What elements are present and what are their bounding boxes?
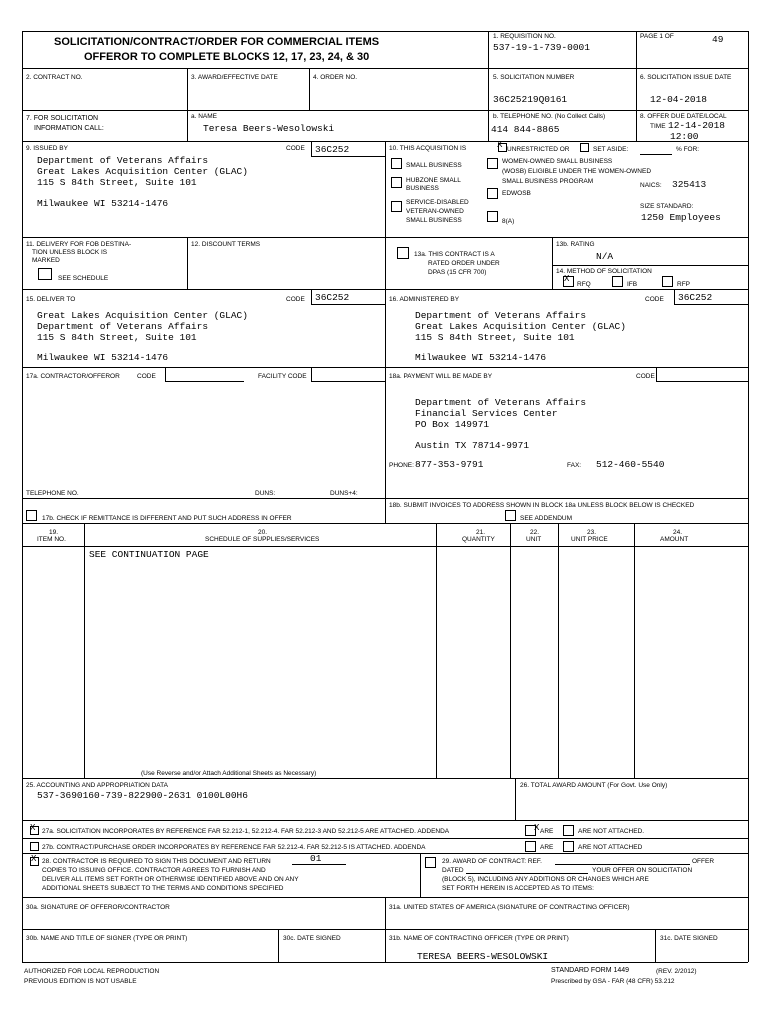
naics-code[interactable]: 325413	[672, 179, 707, 190]
col-unit-price-label: UNIT PRICE	[571, 536, 608, 543]
page-label: PAGE 1 OF	[640, 33, 674, 40]
solicitation-number[interactable]: 36C25219Q0161	[493, 94, 568, 105]
col-unit-label: UNIT	[526, 536, 542, 543]
address-line: Department of Veterans Affairs	[37, 155, 209, 166]
address-line: Financial Services Center	[415, 408, 558, 419]
wosb-label-2: (WOSB) ELIGIBLE UNDER THE WOMEN-OWNED	[502, 168, 652, 175]
address-line: 115 S 84th Street, Suite 101	[415, 332, 575, 343]
hubzone-label-1: HUBZONE SMALL	[406, 177, 461, 184]
address-line: Milwaukee WI 53214-1476	[37, 198, 169, 209]
rated-order-checkbox[interactable]	[397, 247, 409, 259]
administered-by-label: 16. ADMINISTERED BY	[389, 296, 460, 303]
sdvosb-label-2: VETERAN-OWNED	[406, 208, 464, 215]
facility-code-label: FACILITY CODE	[258, 373, 307, 380]
ifb-label: IFB	[627, 281, 638, 288]
sdvosb-checkbox[interactable]	[391, 201, 402, 212]
contractor-divider	[22, 498, 385, 499]
previous-edition-note: PREVIOUS EDITION IS NOT USABLE	[24, 978, 137, 985]
deliver-to-code[interactable]: 36C252	[315, 292, 350, 303]
contractor-code-box[interactable]	[165, 368, 244, 382]
col-unit-price-num: 23.	[587, 529, 597, 536]
29-ref-field[interactable]	[555, 856, 690, 865]
rfq-mark: X	[564, 274, 570, 284]
deliver-to-code-label: CODE	[286, 296, 305, 303]
payment-code-box[interactable]	[656, 368, 748, 382]
officer-name[interactable]: TERESA BEERS-WESOLOWSKI	[417, 951, 549, 962]
offer-due-time[interactable]: 12:00	[670, 131, 699, 142]
payment-code-label: CODE	[636, 373, 655, 380]
29-dated-label: DATED	[442, 867, 464, 874]
29-text-line4: SET FORTH HEREIN IS ACCEPTED AS TO ITEMS:	[442, 885, 594, 892]
address-line: Department of Veterans Affairs	[37, 321, 209, 332]
wosb-label-1: WOMEN-OWNED SMALL BUSINESS	[502, 158, 613, 165]
issued-by-code-label: CODE	[286, 145, 305, 152]
offer-due-label: 8. OFFER DUE DATE/LOCAL	[640, 113, 727, 120]
see-schedule-checkbox[interactable]	[38, 268, 52, 280]
delivery-fob-label-3: MARKED	[32, 257, 60, 264]
size-standard-label: SIZE STANDARD:	[640, 203, 694, 210]
solicitation-date[interactable]: 12-04-2018	[650, 94, 708, 105]
duns-label: DUNS:	[255, 490, 276, 497]
remittance-label: 17b. CHECK IF REMITTANCE IS DIFFERENT AND PUT SUCH ADDRESS IN OFFER	[42, 515, 292, 522]
accounting-label: 25. ACCOUNTING AND APPROPRIATION DATA	[26, 782, 168, 789]
27b-not-attached-label: ARE NOT ATTACHED	[578, 844, 643, 851]
info-call-label-1: 7. FOR SOLICITATION	[26, 115, 99, 122]
29-text-line3: (BLOCK 5), INCLUDING ANY ADDITIONS OR CHANGES WHICH ARE	[442, 876, 649, 883]
27b-are-checkbox[interactable]	[525, 841, 536, 852]
address-line: Austin TX 78714-9971	[415, 440, 530, 451]
27b-not-attached-checkbox[interactable]	[563, 841, 574, 852]
set-aside-checkbox[interactable]	[580, 143, 589, 152]
col-schedule-label: SCHEDULE OF SUPPLIES/SERVICES	[205, 536, 320, 543]
rfp-label: RFP	[677, 281, 690, 288]
solicitation-number-label: 5. SOLICITATION NUMBER	[493, 74, 575, 81]
edwosb-label: EDWOSB	[502, 190, 531, 197]
offeror-signature-label: 30a. SIGNATURE OF OFFEROR/CONTRACTOR	[26, 904, 170, 911]
unrestricted-mark: X	[497, 140, 503, 150]
28-copies-value: 01	[310, 853, 322, 864]
address-line: Milwaukee WI 53214-1476	[37, 352, 169, 363]
size-standard[interactable]: 1250 Employees	[641, 212, 721, 223]
8a-checkbox[interactable]	[487, 211, 498, 222]
29-offer-label: OFFER	[692, 858, 715, 865]
page-total: 49	[712, 34, 724, 45]
address-line: 115 S 84th Street, Suite 101	[37, 332, 197, 343]
address-line: Milwaukee WI 53214-1476	[415, 352, 547, 363]
reproduction-note: AUTHORIZED FOR LOCAL REPRODUCTION	[24, 968, 160, 975]
29-text-line1: 29. AWARD OF CONTRACT: REF.	[442, 858, 542, 865]
requisition-number[interactable]: 537-19-1-739-0001	[493, 42, 590, 53]
percent-for-label: % FOR:	[676, 146, 700, 153]
payment-label: 18a. PAYMENT WILL BE MADE BY	[389, 373, 493, 380]
hubzone-checkbox[interactable]	[391, 177, 402, 188]
contractor-code-label: CODE	[137, 373, 156, 380]
small-business-checkbox[interactable]	[391, 158, 402, 169]
27b-are-label: ARE	[540, 844, 554, 851]
small-business-label: SMALL BUSINESS	[406, 162, 462, 169]
form-number: STANDARD FORM 1449	[551, 967, 630, 974]
col-item-num: 19.	[49, 529, 59, 536]
rated-order-label-3: DPAS (15 CFR 700)	[428, 269, 487, 276]
payment-phone-label: PHONE:	[389, 462, 414, 469]
28-text-line1: 28. CONTRACTOR IS REQUIRED TO SIGN THIS DOCUMENT AND RETURN	[42, 858, 271, 865]
address-line: Great Lakes Acquisition Center (GLAC)	[37, 166, 248, 177]
rated-order-label-1: 13a. THIS CONTRACT IS A	[414, 251, 495, 258]
27b-text: 27b. CONTRACT/PURCHASE ORDER INCORPORATES BY REFERENCE FAR 52.212-4. FAR 52.212-5 IS ATTACHED. ADDENDA	[42, 844, 426, 851]
col-unit-num: 22.	[530, 529, 540, 536]
acquisition-label: 10. THIS ACQUISITION IS	[389, 145, 467, 152]
27a-mark: X	[30, 823, 36, 833]
addendum-checkbox[interactable]	[505, 510, 516, 521]
administered-code-label: CODE	[645, 296, 664, 303]
wosb-label-3: SMALL BUSINESS PROGRAM	[502, 178, 594, 185]
set-aside-percent-line[interactable]	[640, 146, 672, 155]
wosb-checkbox[interactable]	[487, 158, 498, 169]
remittance-checkbox[interactable]	[26, 510, 37, 521]
payment-fax-label: FAX:	[567, 462, 582, 469]
offer-due-date[interactable]: 12-14-2018	[668, 120, 726, 131]
form-title-line2: OFFEROR TO COMPLETE BLOCKS 12, 17, 23, 24, & 30	[84, 51, 370, 63]
officer-signature-label: 31a. UNITED STATES OF AMERICA (SIGNATURE OF CONTRACTING OFFICER)	[389, 904, 630, 911]
address-line: Department of Veterans Affairs	[415, 397, 587, 408]
rated-order-label-2: RATED ORDER UNDER	[428, 260, 500, 267]
award-date-label: 3. AWARD/EFFECTIVE DATE	[191, 74, 278, 81]
27a-not-attached-checkbox[interactable]	[563, 825, 574, 836]
signer-name-label: 30b. NAME AND TITLE OF SIGNER (TYPE OR PRINT)	[26, 935, 188, 942]
facility-code-box[interactable]	[311, 368, 385, 382]
29-dated-field[interactable]	[466, 865, 588, 874]
solicitation-date-label: 6. SOLICITATION ISSUE DATE	[640, 74, 732, 81]
col-schedule-num: 20.	[258, 529, 268, 536]
discount-terms-label: 12. DISCOUNT TERMS	[191, 241, 261, 248]
28-mark: X	[31, 854, 37, 864]
sdvosb-label-3: SMALL BUSINESS	[406, 217, 462, 224]
addendum-label: SEE ADDENDUM	[520, 515, 573, 522]
requisition-label: 1. REQUISITION NO.	[493, 33, 556, 40]
29-checkbox[interactable]	[425, 857, 436, 868]
administered-code[interactable]: 36C252	[678, 292, 713, 303]
unrestricted-label: UNRESTRICTED OR	[507, 146, 570, 153]
28-text-line4: ADDITIONAL SHEETS SUBJECT TO THE TERMS AND CONDITIONS SPECIFIED	[42, 885, 284, 892]
27a-are-mark: X	[534, 823, 540, 833]
edwosb-checkbox[interactable]	[487, 188, 498, 199]
solicitation-method-label: 14. METHOD OF SOLICITATION	[556, 268, 652, 275]
accounting-data[interactable]: 537-3690160-739-822900-2631 0100L00H6	[37, 790, 248, 801]
col-item-label: ITEM NO.	[37, 536, 66, 543]
issued-by-code[interactable]: 36C252	[315, 144, 350, 155]
27a-text: 27a. SOLICITATION INCORPORATES BY REFERENCE FAR 52.212-1, 52.212-4. FAR 52.212-3 AND 52.212-5 ARE ATTACHED. ADDENDA	[42, 828, 450, 835]
ifb-checkbox[interactable]	[612, 276, 623, 287]
duns4-label: DUNS+4:	[330, 490, 358, 497]
schedule-footer-note: (Use Reverse and/or Attach Additional Sheets as Necessary)	[141, 770, 317, 777]
set-aside-label: SET ASIDE:	[593, 146, 629, 153]
col-amount-label: AMOUNT	[660, 536, 689, 543]
address-line: PO Box 149971	[415, 419, 490, 430]
28-text-line3: DELIVER ALL ITEMS SET FORTH OR OTHERWISE IDENTIFIED ABOVE AND ON ANY	[42, 876, 299, 883]
deliver-to-label: 15. DELIVER TO	[26, 296, 76, 303]
telephone-number[interactable]: 414 844-8865	[491, 124, 560, 135]
address-line: Great Lakes Acquisition Center (GLAC)	[415, 321, 626, 332]
col-amount-num: 24.	[673, 529, 683, 536]
form-title-line1: SOLICITATION/CONTRACT/ORDER FOR COMMERCIAL ITEMS	[54, 36, 380, 48]
form-revision: (REV. 2/2012)	[656, 968, 697, 975]
27b-checkbox[interactable]	[30, 842, 39, 851]
schedule-content: SEE CONTINUATION PAGE	[89, 549, 209, 560]
telephone-label: b. TELEPHONE NO. (No Collect Calls)	[493, 113, 606, 120]
contract-number-label: 2. CONTRACT NO.	[26, 74, 83, 81]
delivery-fob-label-1: 11. DELIVERY FOR FOB DESTINA-	[26, 241, 132, 248]
contact-name[interactable]: Teresa Beers-Wesolowski	[203, 123, 335, 134]
address-line: Department of Veterans Affairs	[415, 310, 587, 321]
sdvosb-label-1: SERVICE-DISABLED	[406, 199, 469, 206]
payment-fax[interactable]: 512-460-5540	[596, 459, 665, 470]
rating-value[interactable]: N/A	[596, 251, 614, 262]
28-text-line2: COPIES TO ISSUING OFFICE. CONTRACTOR AGREES TO FURNISH AND	[42, 867, 266, 874]
naics-label: NAICS:	[640, 182, 662, 189]
rfq-label: RFQ	[577, 281, 591, 288]
col-quantity-num: 21.	[476, 529, 486, 536]
payment-phone[interactable]: 877-353-9791	[415, 459, 484, 470]
offeror-date-label: 30c. DATE SIGNED	[283, 935, 341, 942]
delivery-fob-label-2: TION UNLESS BLOCK IS	[32, 249, 108, 256]
offer-time-label: TIME	[650, 123, 666, 130]
contact-name-label: a. NAME	[191, 113, 218, 120]
see-schedule-label: SEE SCHEDULE	[58, 275, 109, 282]
29-text-line2: YOUR OFFER ON SOLICITATION	[592, 867, 693, 874]
address-line: 115 S 84th Street, Suite 101	[37, 177, 197, 188]
8a-label: 8(A)	[502, 218, 515, 225]
address-line: Great Lakes Acquisition Center (GLAC)	[37, 310, 248, 321]
hubzone-label-2: BUSINESS	[406, 185, 439, 192]
contractor-label: 17a. CONTRACTOR/OFFEROR	[26, 373, 120, 380]
rfp-checkbox[interactable]	[662, 276, 673, 287]
officer-name-label: 31b. NAME OF CONTRACTING OFFICER (TYPE OR PRINT)	[389, 935, 569, 942]
order-number-label: 4. ORDER NO.	[313, 74, 358, 81]
invoice-label: 18b. SUBMIT INVOICES TO ADDRESS SHOWN IN BLOCK 18a UNLESS BLOCK BELOW IS CHECKED	[389, 502, 695, 509]
officer-date-label: 31c. DATE SIGNED	[660, 935, 718, 942]
issued-by-label: 9. ISSUED BY	[26, 145, 68, 152]
telephone-label: TELEPHONE NO.	[26, 490, 79, 497]
total-award-label: 26. TOTAL AWARD AMOUNT (For Govt. Use Only)	[520, 782, 668, 789]
col-quantity-label: QUANTITY	[462, 536, 495, 543]
rating-label: 13b. RATING	[556, 241, 595, 248]
27a-not-attached-label: ARE NOT ATTACHED.	[578, 828, 645, 835]
prescribed-note: Prescribed by GSA - FAR (48 CFR) 53.212	[551, 978, 675, 985]
27a-are-label: ARE	[540, 828, 554, 835]
info-call-label-2: INFORMATION CALL:	[34, 125, 104, 132]
